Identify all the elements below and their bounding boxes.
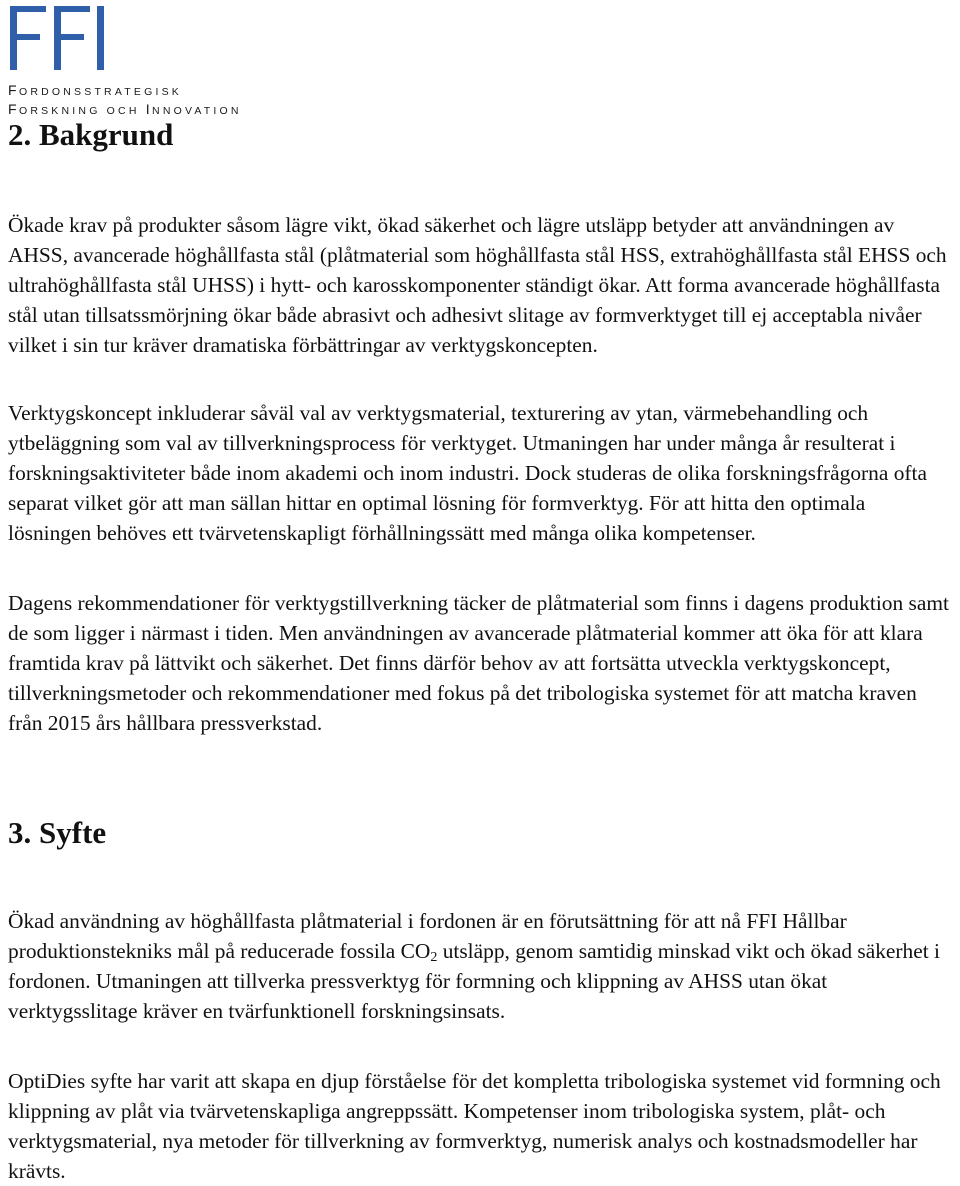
paragraph-syfte-1: Ökad användning av höghållfasta plåtmaterial i fordonen är en förutsättning för att nå FFI Hållbar produktionstekniks mål på reducerade fossila $CO_2$ utsläpp, genom samtidig minskad vikt och ökad säkerhet i fordonen. Utmaningen att tillverka pressverktyg för formning och klippning av AHSS utan ökat verktygsslitage kräver en tvärfunktionell forskningsinsats.: [8, 909, 940, 1024]
paragraph-bakgrund-1: Ökade krav på produkter såsom lägre vikt, ökad säkerhet och lägre utsläpp betyder att användningen av AHSS, avancerade höghållfasta stål (plåtmaterial som höghållfasta stål HSS, extrahöghållfasta stål EHSS och ultrahöghållfasta stål UHSS) i hytt- och karosskomponenter ständigt ökar. Att forma avancerade höghållfasta stål utan tillsatssmörjning ökar både abrasivt och adhesivt slitage av formverktyget till ej acceptabla nivåer vilket i sin tur kräver dramatiska förbättringar av verktygskoncepten.: [8, 213, 947, 358]
paragraph-syfte-2: OptiDies syfte har varit att skapa en djup förståelse för det kompletta tribologiska systemet vid formning och klippning av plåt via tvärvetenskapliga angreppssätt. Kompetenser inom tribologiska system, plåt- och verktygsmaterial, nya metoder för tillverkning av formverktyg, numerisk analys och kostnadsmodeller har krävts.: [8, 1069, 941, 1184]
ffi-logo-mark: [8, 4, 108, 70]
paragraph-bakgrund-3: Dagens rekommendationer för verktygstillverkning täcker de plåtmaterial som finns i dagens produktion samt de som ligger i närmast i tiden. Men användningen av avancerade plåtmaterial kommer att öka för att klara framtida krav på lättvikt och säkerhet. Det finns därför behov av att fortsätta utveckla verktygskoncept, tillverkningsmetoder och rekommendationer med fokus på det tribologiska systemet för att matcha kraven från 2015 års hållbara pressverkstad.: [8, 591, 949, 736]
heading-bakgrund: 2. Bakgrund: [8, 117, 174, 152]
paragraph-bakgrund-2: Verktygskoncept inkluderar såväl val av verktygsmaterial, texturering av ytan, värmebehandling och ytbeläggning som val av tillverkningsprocess för verktyget. Utmaningen har under många år resulterat i forskningsaktiviteter både inom akademi och inom industri. Dock studeras de olika forskningsfrågorna ofta separat vilket gör att man sällan hittar en optimal lösning för formverktyg. För att hitta den optimala lösningen behöves ett tvärvetenskapligt förhållningssätt med många olika kompetenser.: [8, 401, 927, 546]
logo-tagline-1: FORDONSSTRATEGISK: [8, 82, 182, 98]
heading-syfte: 3. Syfte: [8, 815, 107, 850]
logo-tagline-2: FORSKNING OCH INNOVATION: [8, 101, 242, 117]
ffi-logo: [8, 4, 242, 117]
co2-subscript: 2: [430, 950, 438, 966]
